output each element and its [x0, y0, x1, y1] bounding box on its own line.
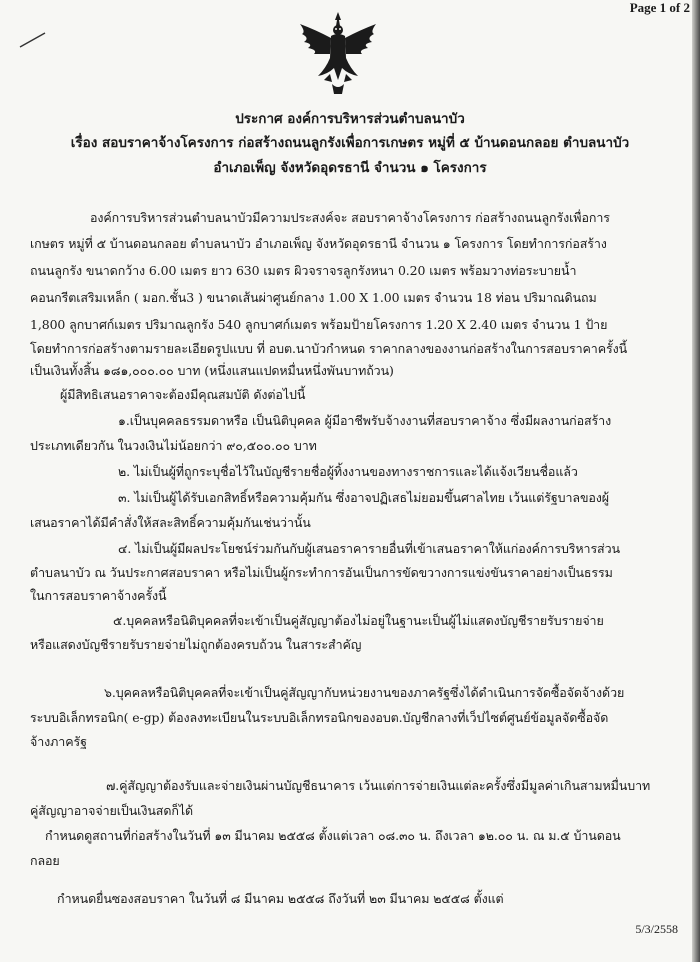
- body-line: เป็นเงินทั้งสิ้น ๑๘๑,๐๐๐.๐๐ บาท (หนึ่งแสนแปดหมื่นหนึ่งพันบาทถ้วน): [30, 363, 394, 378]
- body-line: หรือแสดงบัญชีรายรับรายจ่ายไม่ถูกต้องครบถ้วน ในสาระสำคัญ: [30, 637, 362, 652]
- announcement-title: ประกาศ องค์การบริหารส่วนตำบลนาบัว: [235, 111, 465, 127]
- pen-stroke-mark: [18, 30, 48, 50]
- bid-submission-schedule: กำหนดยื่นซองสอบราคา ในวันที่ ๘ มีนาคม ๒๕๕๘ ถึงวันที่ ๒๓ มีนาคม ๒๕๕๘ ตั้งแต่: [57, 891, 504, 906]
- body-line: คู่สัญญาอาจจ่ายเป็นเงินสดก็ได้: [30, 803, 194, 818]
- body-line: ตำบลนาบัว ณ วันประกาศสอบราคา หรือไม่เป็นผู้กระทำการอันเป็นการขัดขวางการแข่งขันราคาอย่างเป็นธรรม: [30, 565, 613, 580]
- qualifications-heading: ผู้มีสิทธิเสนอราคาจะต้องมีคุณสมบัติ ดังต่อไปนี้: [60, 387, 306, 402]
- qualification-item-3: ๓. ไม่เป็นผู้ได้รับเอกสิทธิ์หรือความคุ้มกัน ซึ่งอาจปฏิเสธไม่ยอมขึ้นศาลไทย เว้นแต่รัฐบาลของผู้: [118, 490, 610, 505]
- qualification-item-7: ๗.คู่สัญญาต้องรับและจ่ายเงินผ่านบัญชีธนาคาร เว้นแต่การจ่ายเงินแต่ละครั้งซึ่งมีมูลค่าเกินสามหมื่นบาท: [106, 778, 651, 793]
- body-line: โดยทำการก่อสร้างตามรายละเอียดรูปแบบ ที่ อบต.นาบัวกำหนด ราคากลางของงานก่อสร้างในการสอบราคาครั้งนี้: [30, 341, 628, 356]
- subject-title-line-1: เรื่อง สอบราคาจ้างโครงการ ก่อสร้างถนนลูกรังเพื่อการเกษตร หมู่ที่ ๕ บ้านดอนกลอย ตำบลนาบัว: [70, 135, 630, 151]
- body-line: เสนอราคาได้มีคำสั่งให้สละสิทธิ์ความคุ้มกันเช่นว่านั้น: [30, 515, 311, 530]
- body-line: 1,800 ลูกบาศก์เมตร ปริมาณลูกรัง 540 ลูกบาศก์เมตร พร้อมป้ายโครงการ 1.20 X 2.40 เมตร จำนวน 1 ป้าย: [30, 317, 608, 332]
- body-line: ในการสอบราคาจ้างครั้งนี้: [30, 588, 167, 603]
- body-line: คอนกรีตเสริมเหล็ก ( มอก.ชั้น3 ) ขนาดเส้นผ่าศูนย์กลาง 1.00 X 1.00 เมตร จำนวน 18 ท่อน ปริมาณดินถม: [30, 290, 597, 305]
- page-number: Page 1 of 2: [629, 0, 690, 15]
- qualification-item-4: ๔. ไม่เป็นผู้มีผลประโยชน์ร่วมกันกับผู้เสนอราคารายอื่นที่เข้าเสนอราคาให้แก่องค์การบริหารส่วน: [118, 541, 620, 556]
- qualification-item-6: ๖.บุคคลหรือนิติบุคคลที่จะเข้าเป็นคู่สัญญากับหน่วยงานของภาครัฐซึ่งได้ดำเนินการจัดซื้อจัดจ้างด้วย: [104, 685, 625, 700]
- body-line: ถนนลูกรัง ขนาดกว้าง 6.00 เมตร ยาว 630 เมตร ผิวจราจรลูกรังหนา 0.20 เมตร พร้อมวางท่อระบายน้ำ: [30, 263, 577, 278]
- body-line: เกษตร หมู่ที่ ๕ บ้านดอนกลอย ตำบลนาบัว อำเภอเพ็ญ จังหวัดอุดรธานี จำนวน ๑ โครงการ โดยทำการก่อสร้าง: [30, 236, 607, 251]
- qualification-item-2: ๒. ไม่เป็นผู้ที่ถูกระบุชื่อไว้ในบัญชีรายชื่อผู้ทิ้งงานของทางราชการและได้แจ้งเวียนชื่อแล้ว: [118, 464, 578, 479]
- body-line: ประเภทเดียวกัน ในวงเงินไม่น้อยกว่า ๙๐,๕๐๐.๐๐ บาท: [30, 438, 317, 453]
- footer-date: 5/3/2558: [635, 922, 678, 936]
- garuda-emblem: [296, 10, 380, 96]
- body-line: จ้างภาครัฐ: [30, 734, 87, 749]
- subject-title-line-2: อำเภอเพ็ญ จังหวัดอุดรธานี จำนวน ๑ โครงการ: [213, 160, 487, 176]
- body-line: องค์การบริหารส่วนตำบลนาบัวมีความประสงค์จะ สอบราคาจ้างโครงการ ก่อสร้างถนนลูกรังเพื่อการ: [90, 210, 610, 225]
- qualification-item-1: ๑.เป็นบุคคลธรรมดาหรือ เป็นนิติบุคคล ผู้มีอาชีพรับจ้างงานที่สอบราคาจ้าง ซึ่งมีผลงานก่อสร้าง: [118, 413, 612, 428]
- body-line: กลอย: [30, 853, 60, 868]
- qualification-item-5: ๕.บุคคลหรือนิติบุคคลที่จะเข้าเป็นคู่สัญญาต้องไม่อยู่ในฐานะเป็นผู้ไม่แสดงบัญชีรายรับรายจ่าย: [113, 613, 604, 628]
- body-line: ระบบอิเล็กทรอนิก( e-gp) ต้องลงทะเบียนในระบบอิเล็กทรอนิกของอบต.บัญชีกลางที่เว็ปไซต์ศูนย์ข้อมูลจัดซื้อจัด: [30, 710, 609, 725]
- site-visit-schedule: กำหนดดูสถานที่ก่อสร้างในวันที่ ๑๓ มีนาคม ๒๕๕๘ ตั้งแต่เวลา ๐๘.๓๐ น. ถึงเวลา ๑๒.๐๐ น. ณ ม.๕ บ้านดอน: [45, 828, 621, 843]
